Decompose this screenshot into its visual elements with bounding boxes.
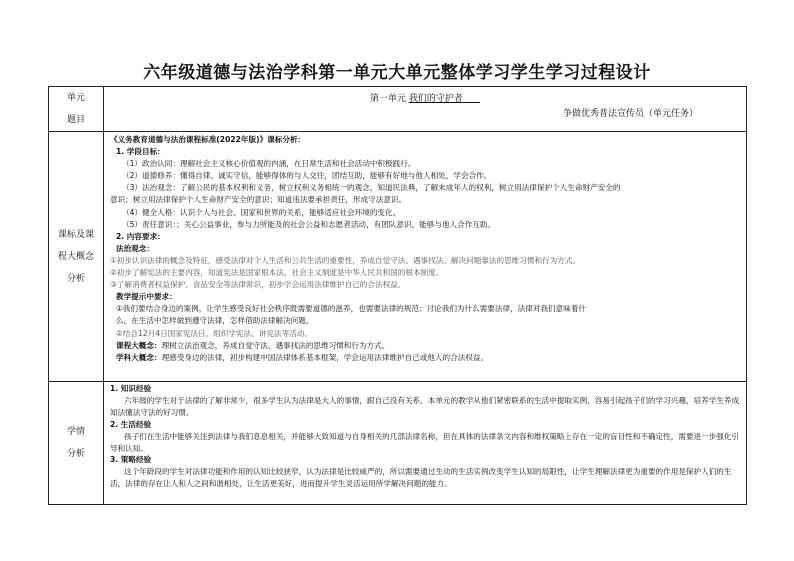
unit-title-cell <box>104 87 747 132</box>
label-unit-title <box>49 87 104 132</box>
label-standard-analysis <box>49 132 104 382</box>
label-line: 程大概念 <box>57 251 94 262</box>
goal-item: （1）政治认同：理解社会主义核心价值观的内涵，在日常生活和社会活动中积极践行。 <box>122 159 416 169</box>
section-heading: 1. 知识经验 <box>110 384 152 393</box>
paragraph: 这个年龄段的学生对法律功能和作用的认知比较狭窄，认为法律是比较威严的，所以需要通过生动的生活实例改变学生认知的局限性，让学生理解法律更为重要的作用是保护人们的生活，法律的存在让人和人之间和谐相处，让生活更美好，进而提升学生灵活运用所学解决问题的能力。 <box>110 467 732 489</box>
table-row-unit <box>49 87 747 132</box>
label-line: 学情 <box>66 427 85 437</box>
unit-prefix: 第一单元 <box>369 94 406 104</box>
course-concept-text: 理树立法治观念，养成自觉守法、遇事找法的思维习惯和行为方式。 <box>161 340 390 350</box>
label-line: 课标及课 <box>57 229 94 240</box>
label-line: 单元 <box>66 93 85 103</box>
table-row-xueqing <box>49 382 747 505</box>
teaching-tip: ①我们要结合身边的案例，让学生感受良好社会秩序既需要道德的滋养，也需要法律的规范；讨论我们为什么需要法律，法律对我们意味着什 <box>116 304 587 314</box>
label-learner-analysis <box>49 382 104 505</box>
section-heading: 1. 学段目标： <box>116 147 165 157</box>
teaching-tip-continued: 么，在生活中怎样做到遵守法律，怎样借助法律解决问题。 <box>116 316 314 326</box>
content-item: ②初步了解宪法的主要内容，知道宪法是国家根本法、社会主义制度是中华人民共和国的根本制度。 <box>110 268 444 278</box>
goal-item-continued: 意识；树立用法律保护个人生命财产安全的意识；知道违法要承担责任，形成守法意识。 <box>110 195 407 205</box>
table-row-standard <box>49 132 747 382</box>
goal-item: （3）法治观念：了解公民的基本权利和义务，树立权利义务相统一的观念，知道民法典，了解未成年人的权利，树立用法律保护个人生命财产安全的 <box>122 183 621 193</box>
subject-big-concept <box>110 352 742 364</box>
goal-item: （2）道德修养：懂得自律、诚实守信，能够得体的与人交往，团结互助，能够有好地与他人相处，学会合作。 <box>122 171 492 181</box>
design-table <box>48 86 747 505</box>
goal-item: （4）健全人格：认识个人与社会、国家和世界的关系，能够适应社会环境的变化。 <box>122 207 401 217</box>
goal-item: （5）责任意识：；关心公益事业，参与力所能及的社会公益和志愿者活动，有团队意识，能够与他人合作互助。 <box>122 219 496 229</box>
subsection-heading: 法治观念： <box>116 243 154 253</box>
content-item: ①初步认识法律的概念及特征，感受法律对个人生活和公共生活的重要性，养成自觉守法、遇事找法、解决问题靠法的思维习惯和行为方式。 <box>110 255 581 265</box>
label-line: 题目 <box>66 115 85 125</box>
subsection-heading: 教学提示中要求： <box>116 292 177 302</box>
section-heading: 2. 内容要求： <box>116 231 165 241</box>
subject-concept-text: 理感受身边的法律，初步构建中国法律体系基本框架，学会运用法律维护自己或他人的合法权益。 <box>161 352 489 362</box>
standard-analysis-cell <box>104 132 747 382</box>
subject-concept-label: 学科大概念： <box>116 352 162 362</box>
content-item: ③了解消费者权益保护、食品安全等法律常识，初步学会运用法律维护自己的合法权益。 <box>110 280 406 290</box>
unit-name: 我们的守护者 <box>408 94 463 104</box>
label-line: 分析 <box>66 449 85 459</box>
learner-analysis-cell <box>104 382 747 505</box>
paragraph: 六年级的学生对于法律的了解非常少，很多学生认为法律是大人的事情，跟自己没有关系。本单元的教学从他们紧密联系的生活中提取实例，容易引起孩子们的学习兴趣，培养学生养成知法懂法守法的好习惯。 <box>110 395 740 417</box>
course-concept-label: 课程大概念： <box>116 340 162 350</box>
standard-heading: 《义务教育道德与法治课程标准(2022年版)》课标分析： <box>110 135 306 144</box>
paragraph: 孩子们在生活中能够关注到法律与我们息息相关，并能够大致知道与自身相关的几部法律名称，但在具体的法律条文内容和维权策略上存在一定的盲目性和不确定性，需要进一步强化引导和认知。 <box>110 431 740 453</box>
section-heading: 3. 策略经验 <box>110 455 152 465</box>
unit-task: 争做优秀普法宣传员（单元任务） <box>562 109 698 119</box>
page-title: 六年级道德与法治学科第一单元大单元整体学习学生学习过程设计 <box>143 63 651 83</box>
label-line: 分析 <box>66 273 85 284</box>
unit-name-line <box>104 91 746 104</box>
course-big-concept <box>110 340 742 352</box>
teaching-tip: ②结合12月4日国家宪法日，组织学宪法、讲宪法等活动。 <box>116 328 312 338</box>
section-heading: 2. 生活经验 <box>110 419 152 429</box>
